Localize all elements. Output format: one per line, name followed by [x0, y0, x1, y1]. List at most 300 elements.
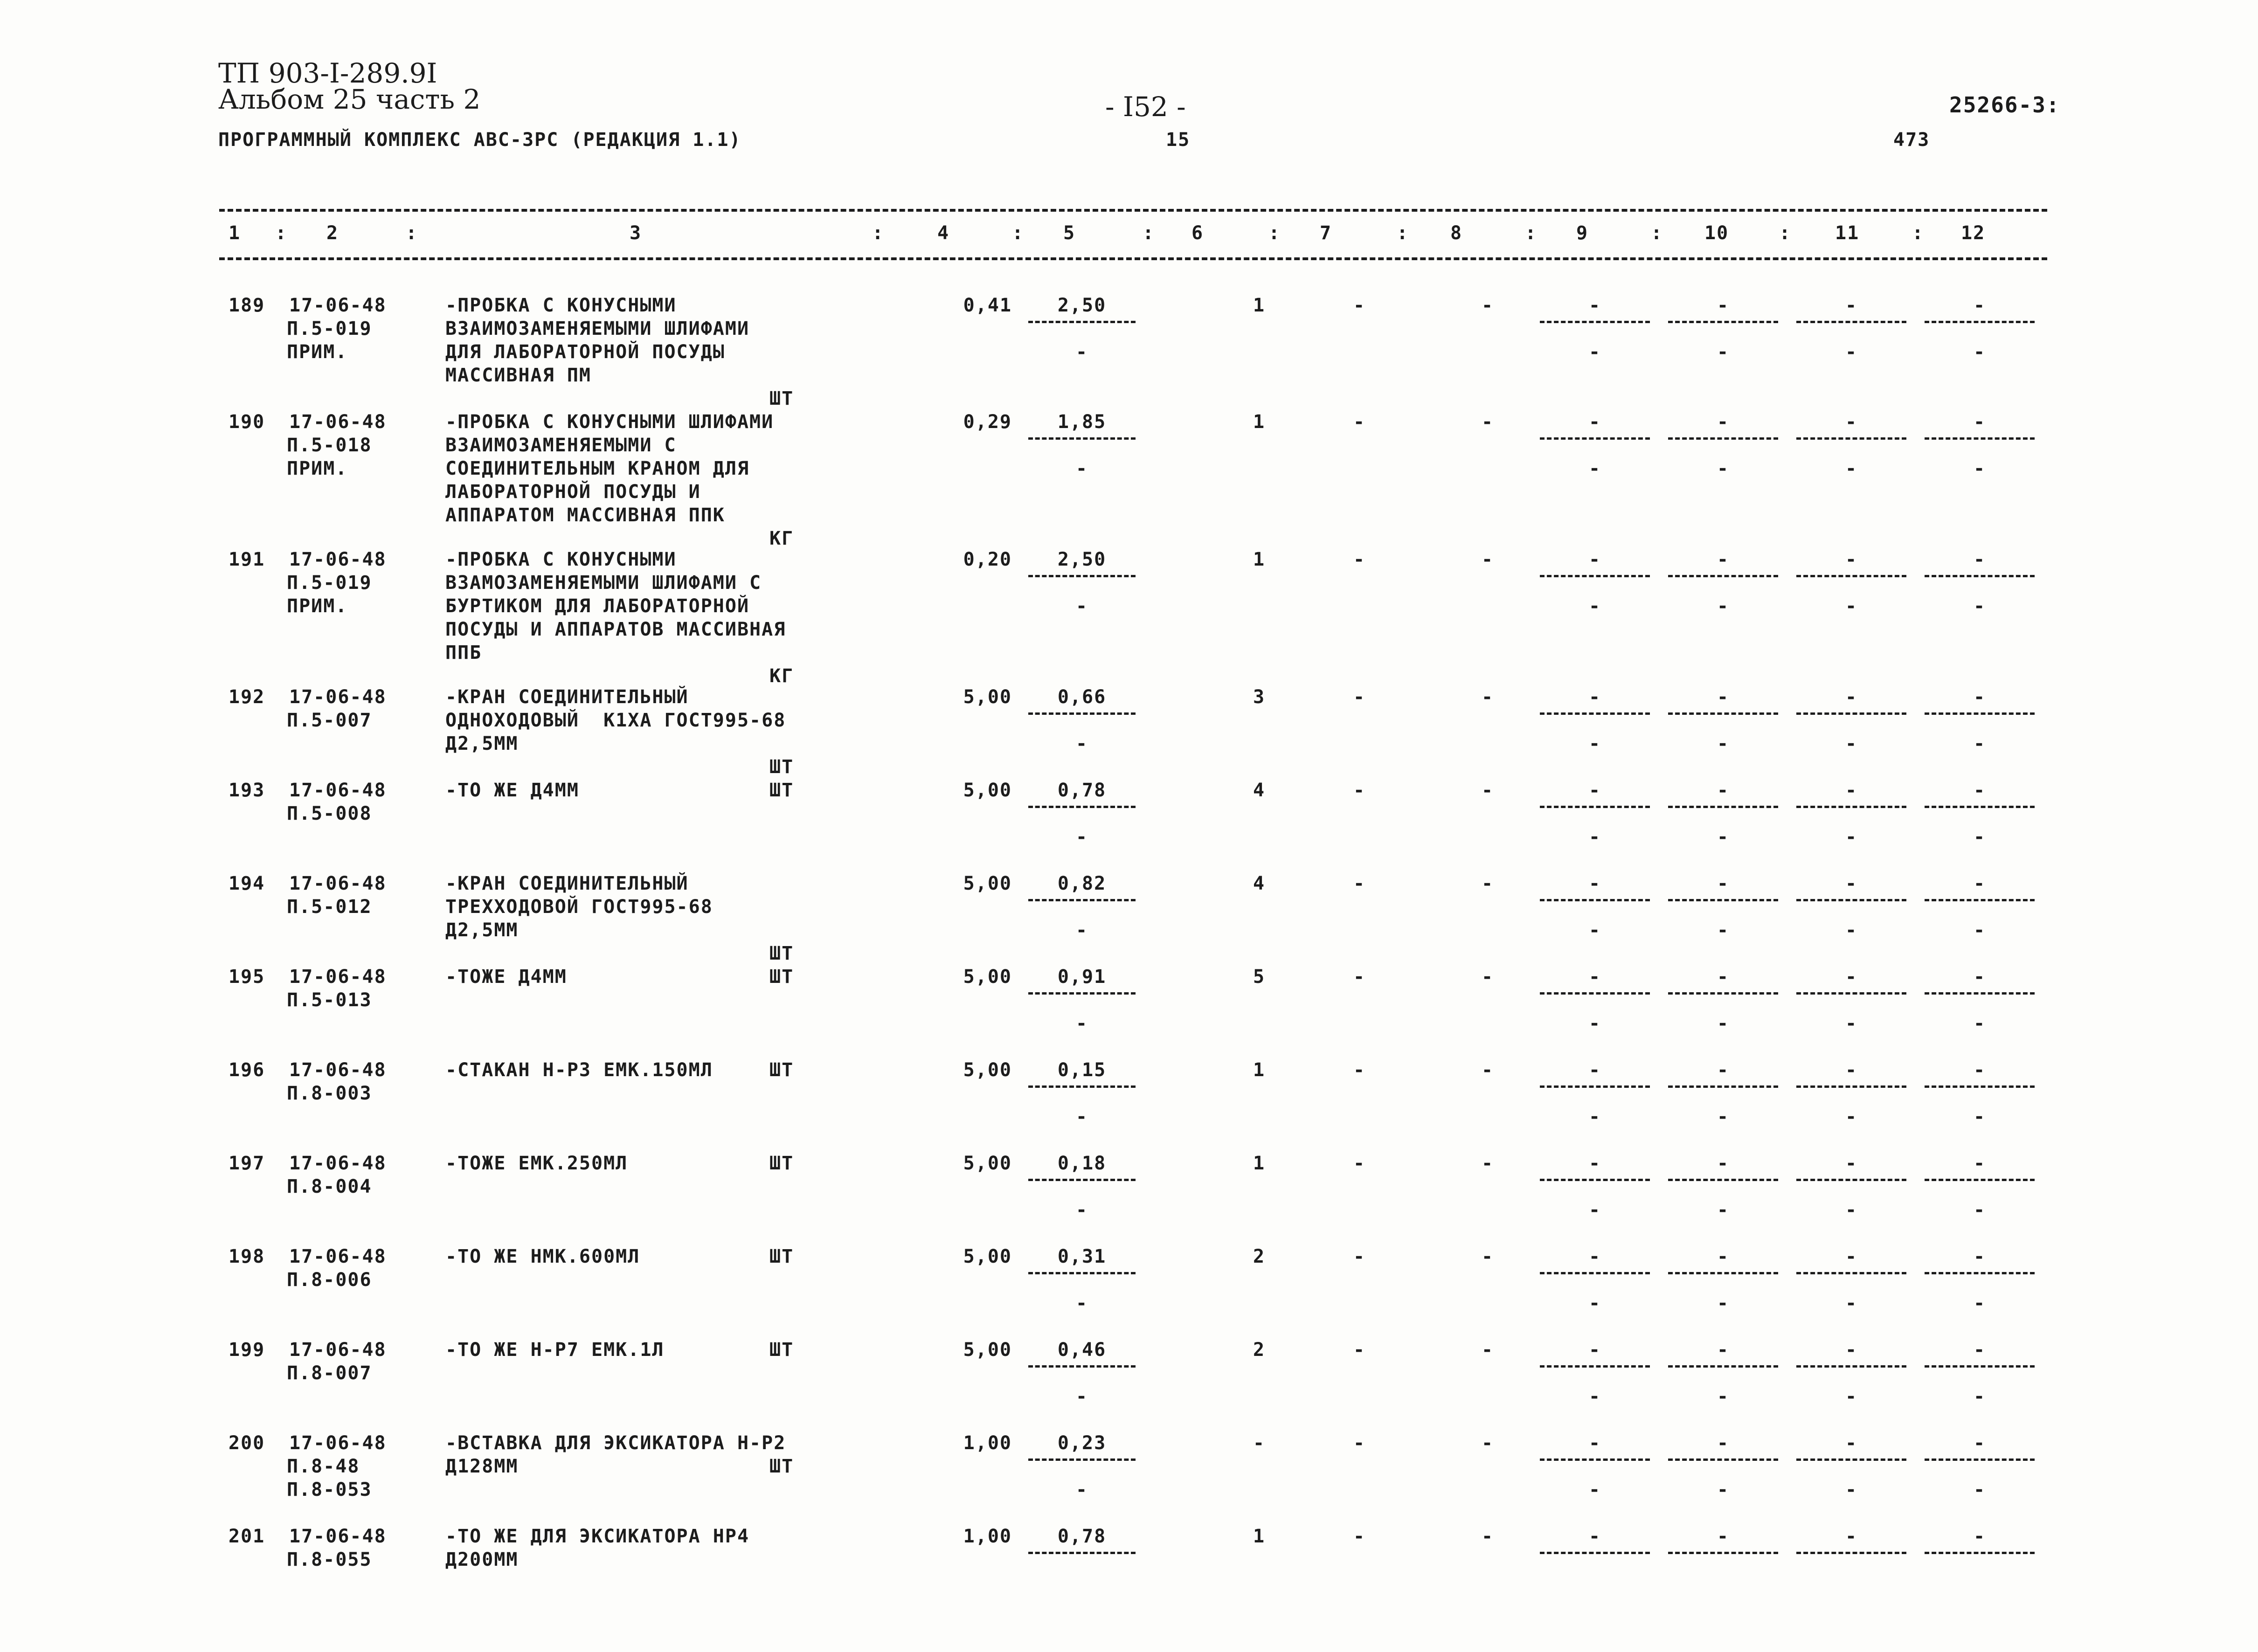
column-9-value: -: [1588, 1339, 1601, 1361]
unit-of-measure: ШТ: [769, 1456, 794, 1477]
price: 0,23: [1057, 1432, 1107, 1454]
column-9-lower: -: [1588, 1293, 1601, 1314]
price: 0,46: [1057, 1339, 1107, 1361]
column-7-value: -: [1353, 549, 1366, 570]
item-code: ПРИМ.: [287, 341, 348, 363]
column-9-separator: [1540, 437, 1650, 440]
item-description: ТРЕХХОДОВОЙ ГОСТ995-68: [445, 896, 713, 918]
column-12-separator: [1925, 575, 2035, 577]
column-11-separator: [1796, 575, 1906, 577]
column-10-lower: -: [1717, 458, 1730, 479]
price-lower: -: [1075, 1479, 1088, 1500]
column-10-value: -: [1717, 966, 1730, 988]
item-description: ППБ: [445, 642, 482, 664]
item-description: -ТОЖЕ Д4ММ: [445, 966, 567, 988]
unit-of-measure: КГ: [769, 528, 794, 549]
price: 2,50: [1057, 295, 1107, 316]
item-description: СОЕДИНИТЕЛЬНЫМ КРАНОМ ДЛЯ: [445, 458, 750, 479]
column-8-value: -: [1481, 1432, 1494, 1454]
column-10-separator: [1668, 1272, 1778, 1274]
column-9-separator: [1540, 1179, 1650, 1181]
column-header-12: 12: [1961, 222, 1986, 244]
row-number: 196: [229, 1059, 265, 1081]
price: 0,66: [1057, 686, 1107, 708]
quantity: 5,00: [963, 966, 1012, 988]
column-10-separator: [1668, 1365, 1778, 1368]
row-number: 192: [229, 686, 265, 708]
column-12-value: -: [1973, 966, 1986, 988]
sheet-total: 473: [1893, 129, 1930, 151]
column-12-separator: [1925, 712, 2035, 715]
column-divider: :: [872, 222, 885, 244]
column-11-lower: -: [1845, 458, 1858, 479]
column-11-separator: [1796, 899, 1906, 901]
column-7-value: -: [1353, 686, 1366, 708]
column-10-value: -: [1717, 1339, 1730, 1361]
item-description: ОДНОХОДОВЫЙ К1ХА ГОСТ995-68: [445, 710, 786, 731]
column-12-lower: -: [1973, 1106, 1986, 1127]
column-10-lower: -: [1717, 1199, 1730, 1221]
price-lower: -: [1075, 919, 1088, 941]
price-lower: -: [1075, 1386, 1088, 1407]
column-9-value: -: [1588, 549, 1601, 570]
column-divider: :: [1397, 222, 1409, 244]
item-description: ЛАБОРАТОРНОЙ ПОСУДЫ И: [445, 481, 701, 503]
doc-code: ТП 903-I-289.9I: [218, 57, 437, 89]
column-12-separator: [1925, 437, 2035, 440]
column-11-separator: [1796, 1272, 1906, 1274]
column-12-separator: [1925, 321, 2035, 323]
item-description: -ТО ЖЕ Д4ММ: [445, 780, 579, 801]
column-10-lower: -: [1717, 826, 1730, 848]
column-9-value: -: [1588, 686, 1601, 708]
column-7-value: -: [1353, 411, 1366, 433]
item-code: П.5-018: [287, 435, 372, 456]
column-10-separator: [1668, 899, 1778, 901]
item-description: -ПРОБКА С КОНУСНЫМИ: [445, 549, 677, 570]
item-description: -СТАКАН Н-Р3 ЕМК.150МЛ: [445, 1059, 713, 1081]
column-12-lower: -: [1973, 1479, 1986, 1500]
price-separator: [1028, 1179, 1136, 1181]
column-10-value: -: [1717, 873, 1730, 894]
column-10-separator: [1668, 712, 1778, 715]
column-11-value: -: [1845, 295, 1858, 316]
table-top-rule: [219, 209, 2047, 212]
column-header-6: 6: [1191, 222, 1204, 244]
column-6-value: 1: [1253, 411, 1266, 433]
row-number: 197: [229, 1153, 265, 1174]
column-header-11: 11: [1835, 222, 1860, 244]
column-11-separator: [1796, 806, 1906, 808]
column-6-value: 4: [1253, 780, 1266, 801]
item-code: 17-06-48: [289, 1246, 387, 1267]
column-11-lower: -: [1845, 919, 1858, 941]
column-9-lower: -: [1588, 919, 1601, 941]
item-description: БУРТИКОМ ДЛЯ ЛАБОРАТОРНОЙ: [445, 595, 750, 617]
column-12-value: -: [1973, 873, 1986, 894]
column-12-lower: -: [1973, 1293, 1986, 1314]
album-label: Альбом 25 часть 2: [218, 83, 481, 115]
item-code: П.8-053: [287, 1479, 372, 1500]
column-11-value: -: [1845, 873, 1858, 894]
item-description: -ТО ЖЕ ДЛЯ ЭКСИКАТОРА НР4: [445, 1526, 750, 1547]
column-7-value: -: [1353, 1153, 1366, 1174]
item-code: 17-06-48: [289, 1339, 387, 1361]
price: 0,82: [1057, 873, 1107, 894]
column-7-value: -: [1353, 1339, 1366, 1361]
column-6-value: 5: [1253, 966, 1266, 988]
price-lower: -: [1075, 1199, 1088, 1221]
item-description: ДЛЯ ЛАБОРАТОРНОЙ ПОСУДЫ: [445, 341, 725, 363]
column-9-lower: -: [1588, 458, 1601, 479]
item-code: П.5-008: [287, 803, 372, 824]
price: 0,78: [1057, 780, 1107, 801]
column-9-lower: -: [1588, 595, 1601, 617]
quantity: 5,00: [963, 1246, 1012, 1267]
column-11-lower: -: [1845, 1479, 1858, 1500]
column-6-value: 3: [1253, 686, 1266, 708]
column-9-lower: -: [1588, 1106, 1601, 1127]
column-header-9: 9: [1576, 222, 1589, 244]
column-8-value: -: [1481, 873, 1494, 894]
item-description: -КРАН СОЕДИНИТЕЛЬНЫЙ: [445, 873, 689, 894]
column-12-value: -: [1973, 780, 1986, 801]
item-code: ПРИМ.: [287, 458, 348, 479]
column-10-value: -: [1717, 1432, 1730, 1454]
row-number: 199: [229, 1339, 265, 1361]
column-9-lower: -: [1588, 826, 1601, 848]
column-11-value: -: [1845, 1153, 1858, 1174]
row-number: 191: [229, 549, 265, 570]
price-separator: [1028, 1458, 1136, 1461]
item-code: П.8-48: [287, 1456, 360, 1477]
item-code: 17-06-48: [289, 966, 387, 988]
column-10-separator: [1668, 1552, 1778, 1554]
item-code: 17-06-48: [289, 780, 387, 801]
row-number: 198: [229, 1246, 265, 1267]
column-10-value: -: [1717, 411, 1730, 433]
column-9-separator: [1540, 1458, 1650, 1461]
column-11-separator: [1796, 992, 1906, 995]
column-12-separator: [1925, 992, 2035, 995]
column-12-lower: -: [1973, 733, 1986, 754]
column-6-value: 2: [1253, 1339, 1266, 1361]
item-code: П.5-012: [287, 896, 372, 918]
column-11-lower: -: [1845, 1386, 1858, 1407]
quantity: 5,00: [963, 686, 1012, 708]
price-separator: [1028, 575, 1136, 577]
column-12-value: -: [1973, 1526, 1986, 1547]
item-code: П.8-004: [287, 1176, 372, 1197]
item-description: ВЗАМОЗАМЕНЯЕМЫМИ ШЛИФАМИ С: [445, 572, 762, 594]
column-divider: :: [1012, 222, 1025, 244]
column-11-value: -: [1845, 966, 1858, 988]
quantity: 1,00: [963, 1432, 1012, 1454]
item-description: МАССИВНАЯ ПМ: [445, 365, 591, 386]
column-10-separator: [1668, 437, 1778, 440]
column-9-separator: [1540, 321, 1650, 323]
price-lower: -: [1075, 595, 1088, 617]
column-10-separator: [1668, 575, 1778, 577]
column-12-separator: [1925, 1365, 2035, 1368]
row-number: 201: [229, 1526, 265, 1547]
unit-of-measure: ШТ: [769, 1246, 794, 1267]
column-11-lower: -: [1845, 341, 1858, 363]
item-description: -ПРОБКА С КОНУСНЫМИ: [445, 295, 677, 316]
item-code: 17-06-48: [289, 1432, 387, 1454]
price: 0,31: [1057, 1246, 1107, 1267]
column-12-value: -: [1973, 411, 1986, 433]
price: 1,85: [1057, 411, 1107, 433]
item-description: ПОСУДЫ И АППАРАТОВ МАССИВНАЯ: [445, 619, 786, 640]
column-11-value: -: [1845, 1432, 1858, 1454]
column-10-separator: [1668, 1179, 1778, 1181]
item-code: 17-06-48: [289, 411, 387, 433]
column-9-value: -: [1588, 1246, 1601, 1267]
column-11-separator: [1796, 712, 1906, 715]
column-6-value: 2: [1253, 1246, 1266, 1267]
item-code: 17-06-48: [289, 1526, 387, 1547]
column-12-separator: [1925, 899, 2035, 901]
column-8-value: -: [1481, 1526, 1494, 1547]
column-9-separator: [1540, 1272, 1650, 1274]
column-9-separator: [1540, 575, 1650, 577]
column-8-value: -: [1481, 295, 1494, 316]
item-code: 17-06-48: [289, 686, 387, 708]
item-code: 17-06-48: [289, 549, 387, 570]
column-10-lower: -: [1717, 341, 1730, 363]
column-12-lower: -: [1973, 595, 1986, 617]
price: 0,78: [1057, 1526, 1107, 1547]
column-6-value: 1: [1253, 549, 1266, 570]
price: 0,18: [1057, 1153, 1107, 1174]
column-11-value: -: [1845, 549, 1858, 570]
column-9-value: -: [1588, 295, 1601, 316]
column-10-lower: -: [1717, 595, 1730, 617]
column-10-separator: [1668, 321, 1778, 323]
price-separator: [1028, 1272, 1136, 1274]
unit-of-measure: ШТ: [769, 1339, 794, 1361]
column-6-value: 1: [1253, 1059, 1266, 1081]
column-divider: :: [275, 222, 288, 244]
column-9-lower: -: [1588, 1199, 1601, 1221]
column-7-value: -: [1353, 1526, 1366, 1547]
column-header-10: 10: [1704, 222, 1729, 244]
column-8-value: -: [1481, 411, 1494, 433]
item-description: Д2,5ММ: [445, 733, 519, 754]
column-9-value: -: [1588, 1526, 1601, 1547]
column-9-lower: -: [1588, 1013, 1601, 1034]
column-7-value: -: [1353, 295, 1366, 316]
item-code: П.8-007: [287, 1362, 372, 1384]
column-9-value: -: [1588, 873, 1601, 894]
column-divider: :: [1525, 222, 1538, 244]
column-8-value: -: [1481, 1339, 1494, 1361]
item-code: П.8-003: [287, 1083, 372, 1104]
column-12-value: -: [1973, 1059, 1986, 1081]
column-12-value: -: [1973, 549, 1986, 570]
column-11-separator: [1796, 1085, 1906, 1088]
program-title: ПРОГРАММНЫЙ КОМПЛЕКС АВС-3РС (РЕДАКЦИЯ 1.1): [218, 129, 741, 151]
column-10-lower: -: [1717, 733, 1730, 754]
price-separator: [1028, 1552, 1136, 1554]
column-11-separator: [1796, 1552, 1906, 1554]
row-number: 193: [229, 780, 265, 801]
column-6-value: 1: [1253, 1153, 1266, 1174]
unit-of-measure: ШТ: [769, 1153, 794, 1174]
unit-of-measure: ШТ: [769, 388, 794, 409]
column-12-lower: -: [1973, 341, 1986, 363]
column-8-value: -: [1481, 1246, 1494, 1267]
column-12-separator: [1925, 1272, 2035, 1274]
price: 2,50: [1057, 549, 1107, 570]
item-code: П.5-019: [287, 318, 372, 339]
column-12-lower: -: [1973, 919, 1986, 941]
item-description: -ТО ЖЕ Н-Р7 ЕМК.1Л: [445, 1339, 665, 1361]
sheet-number: 15: [1166, 129, 1191, 151]
column-8-value: -: [1481, 966, 1494, 988]
column-9-separator: [1540, 1085, 1650, 1088]
item-description: АППАРАТОМ МАССИВНАЯ ППК: [445, 505, 725, 526]
column-9-separator: [1540, 712, 1650, 715]
column-11-separator: [1796, 321, 1906, 323]
column-10-value: -: [1717, 295, 1730, 316]
price-lower: -: [1075, 458, 1088, 479]
column-9-separator: [1540, 1552, 1650, 1554]
document-number: 25266-3:: [1949, 92, 2060, 118]
price-lower: -: [1075, 826, 1088, 848]
column-12-value: -: [1973, 1432, 1986, 1454]
quantity: 5,00: [963, 1059, 1012, 1081]
price: 0,15: [1057, 1059, 1107, 1081]
column-12-separator: [1925, 1179, 2035, 1181]
quantity: 5,00: [963, 873, 1012, 894]
column-11-lower: -: [1845, 595, 1858, 617]
quantity: 5,00: [963, 1339, 1012, 1361]
column-9-lower: -: [1588, 1386, 1601, 1407]
price-separator: [1028, 1365, 1136, 1368]
column-12-lower: -: [1973, 1199, 1986, 1221]
column-11-value: -: [1845, 1339, 1858, 1361]
row-number: 200: [229, 1432, 265, 1454]
row-number: 189: [229, 295, 265, 316]
row-number: 195: [229, 966, 265, 988]
item-description: -КРАН СОЕДИНИТЕЛЬНЫЙ: [445, 686, 689, 708]
item-code: П.8-006: [287, 1269, 372, 1291]
quantity: 0,29: [963, 411, 1012, 433]
column-10-lower: -: [1717, 919, 1730, 941]
column-11-lower: -: [1845, 733, 1858, 754]
column-8-value: -: [1481, 1153, 1494, 1174]
column-12-value: -: [1973, 295, 1986, 316]
price-lower: -: [1075, 1106, 1088, 1127]
column-9-value: -: [1588, 780, 1601, 801]
column-header-3: 3: [630, 222, 642, 244]
column-12-separator: [1925, 1458, 2035, 1461]
column-11-value: -: [1845, 1526, 1858, 1547]
column-7-value: -: [1353, 1246, 1366, 1267]
column-divider: :: [1651, 222, 1663, 244]
item-code: ПРИМ.: [287, 595, 348, 617]
column-7-value: -: [1353, 1059, 1366, 1081]
item-description: ВЗАИМОЗАМЕНЯЕМЫМИ С: [445, 435, 677, 456]
column-8-value: -: [1481, 1059, 1494, 1081]
quantity: 5,00: [963, 780, 1012, 801]
unit-of-measure: ШТ: [769, 966, 794, 988]
price-lower: -: [1075, 1293, 1088, 1314]
unit-of-measure: ШТ: [769, 756, 794, 778]
item-code: 17-06-48: [289, 873, 387, 894]
quantity: 5,00: [963, 1153, 1012, 1174]
row-number: 194: [229, 873, 265, 894]
item-code: 17-06-48: [289, 295, 387, 316]
column-header-4: 4: [937, 222, 950, 244]
price-lower: -: [1075, 1013, 1088, 1034]
column-9-lower: -: [1588, 733, 1601, 754]
column-12-separator: [1925, 1552, 2035, 1554]
column-11-lower: -: [1845, 1199, 1858, 1221]
column-9-value: -: [1588, 1432, 1601, 1454]
column-9-separator: [1540, 1365, 1650, 1368]
column-11-separator: [1796, 1365, 1906, 1368]
column-divider: :: [1912, 222, 1925, 244]
price-separator: [1028, 992, 1136, 995]
price-separator: [1028, 321, 1136, 323]
column-6-value: -: [1253, 1432, 1266, 1454]
price-separator: [1028, 437, 1136, 440]
column-10-lower: -: [1717, 1013, 1730, 1034]
page-number: - I52 -: [1105, 91, 1186, 123]
column-header-8: 8: [1450, 222, 1463, 244]
column-10-lower: -: [1717, 1106, 1730, 1127]
item-description: -ТОЖЕ ЕМК.250МЛ: [445, 1153, 628, 1174]
column-10-value: -: [1717, 1246, 1730, 1267]
price-lower: -: [1075, 733, 1088, 754]
column-11-separator: [1796, 437, 1906, 440]
column-10-lower: -: [1717, 1293, 1730, 1314]
column-9-value: -: [1588, 1153, 1601, 1174]
item-code: П.5-019: [287, 572, 372, 594]
item-description: Д200ММ: [445, 1549, 519, 1570]
column-9-lower: -: [1588, 1479, 1601, 1500]
unit-of-measure: ШТ: [769, 780, 794, 801]
column-header-1: 1: [229, 222, 241, 244]
unit-of-measure: КГ: [769, 665, 794, 687]
column-10-value: -: [1717, 1059, 1730, 1081]
column-7-value: -: [1353, 1432, 1366, 1454]
item-description: -ПРОБКА С КОНУСНЫМИ ШЛИФАМИ: [445, 411, 774, 433]
item-description: ВЗАИМОЗАМЕНЯЕМЫМИ ШЛИФАМИ: [445, 318, 750, 339]
column-divider: :: [406, 222, 418, 244]
price-separator: [1028, 899, 1136, 901]
column-12-lower: -: [1973, 458, 1986, 479]
column-9-separator: [1540, 992, 1650, 995]
column-12-value: -: [1973, 1153, 1986, 1174]
column-header-2: 2: [326, 222, 339, 244]
column-11-lower: -: [1845, 1293, 1858, 1314]
column-11-lower: -: [1845, 1106, 1858, 1127]
quantity: 0,41: [963, 295, 1012, 316]
item-description: Д2,5ММ: [445, 919, 519, 941]
column-12-value: -: [1973, 1246, 1986, 1267]
column-10-separator: [1668, 992, 1778, 995]
column-9-lower: -: [1588, 341, 1601, 363]
column-11-value: -: [1845, 686, 1858, 708]
column-11-value: -: [1845, 1059, 1858, 1081]
column-10-separator: [1668, 1458, 1778, 1461]
column-11-lower: -: [1845, 1013, 1858, 1034]
column-9-value: -: [1588, 1059, 1601, 1081]
